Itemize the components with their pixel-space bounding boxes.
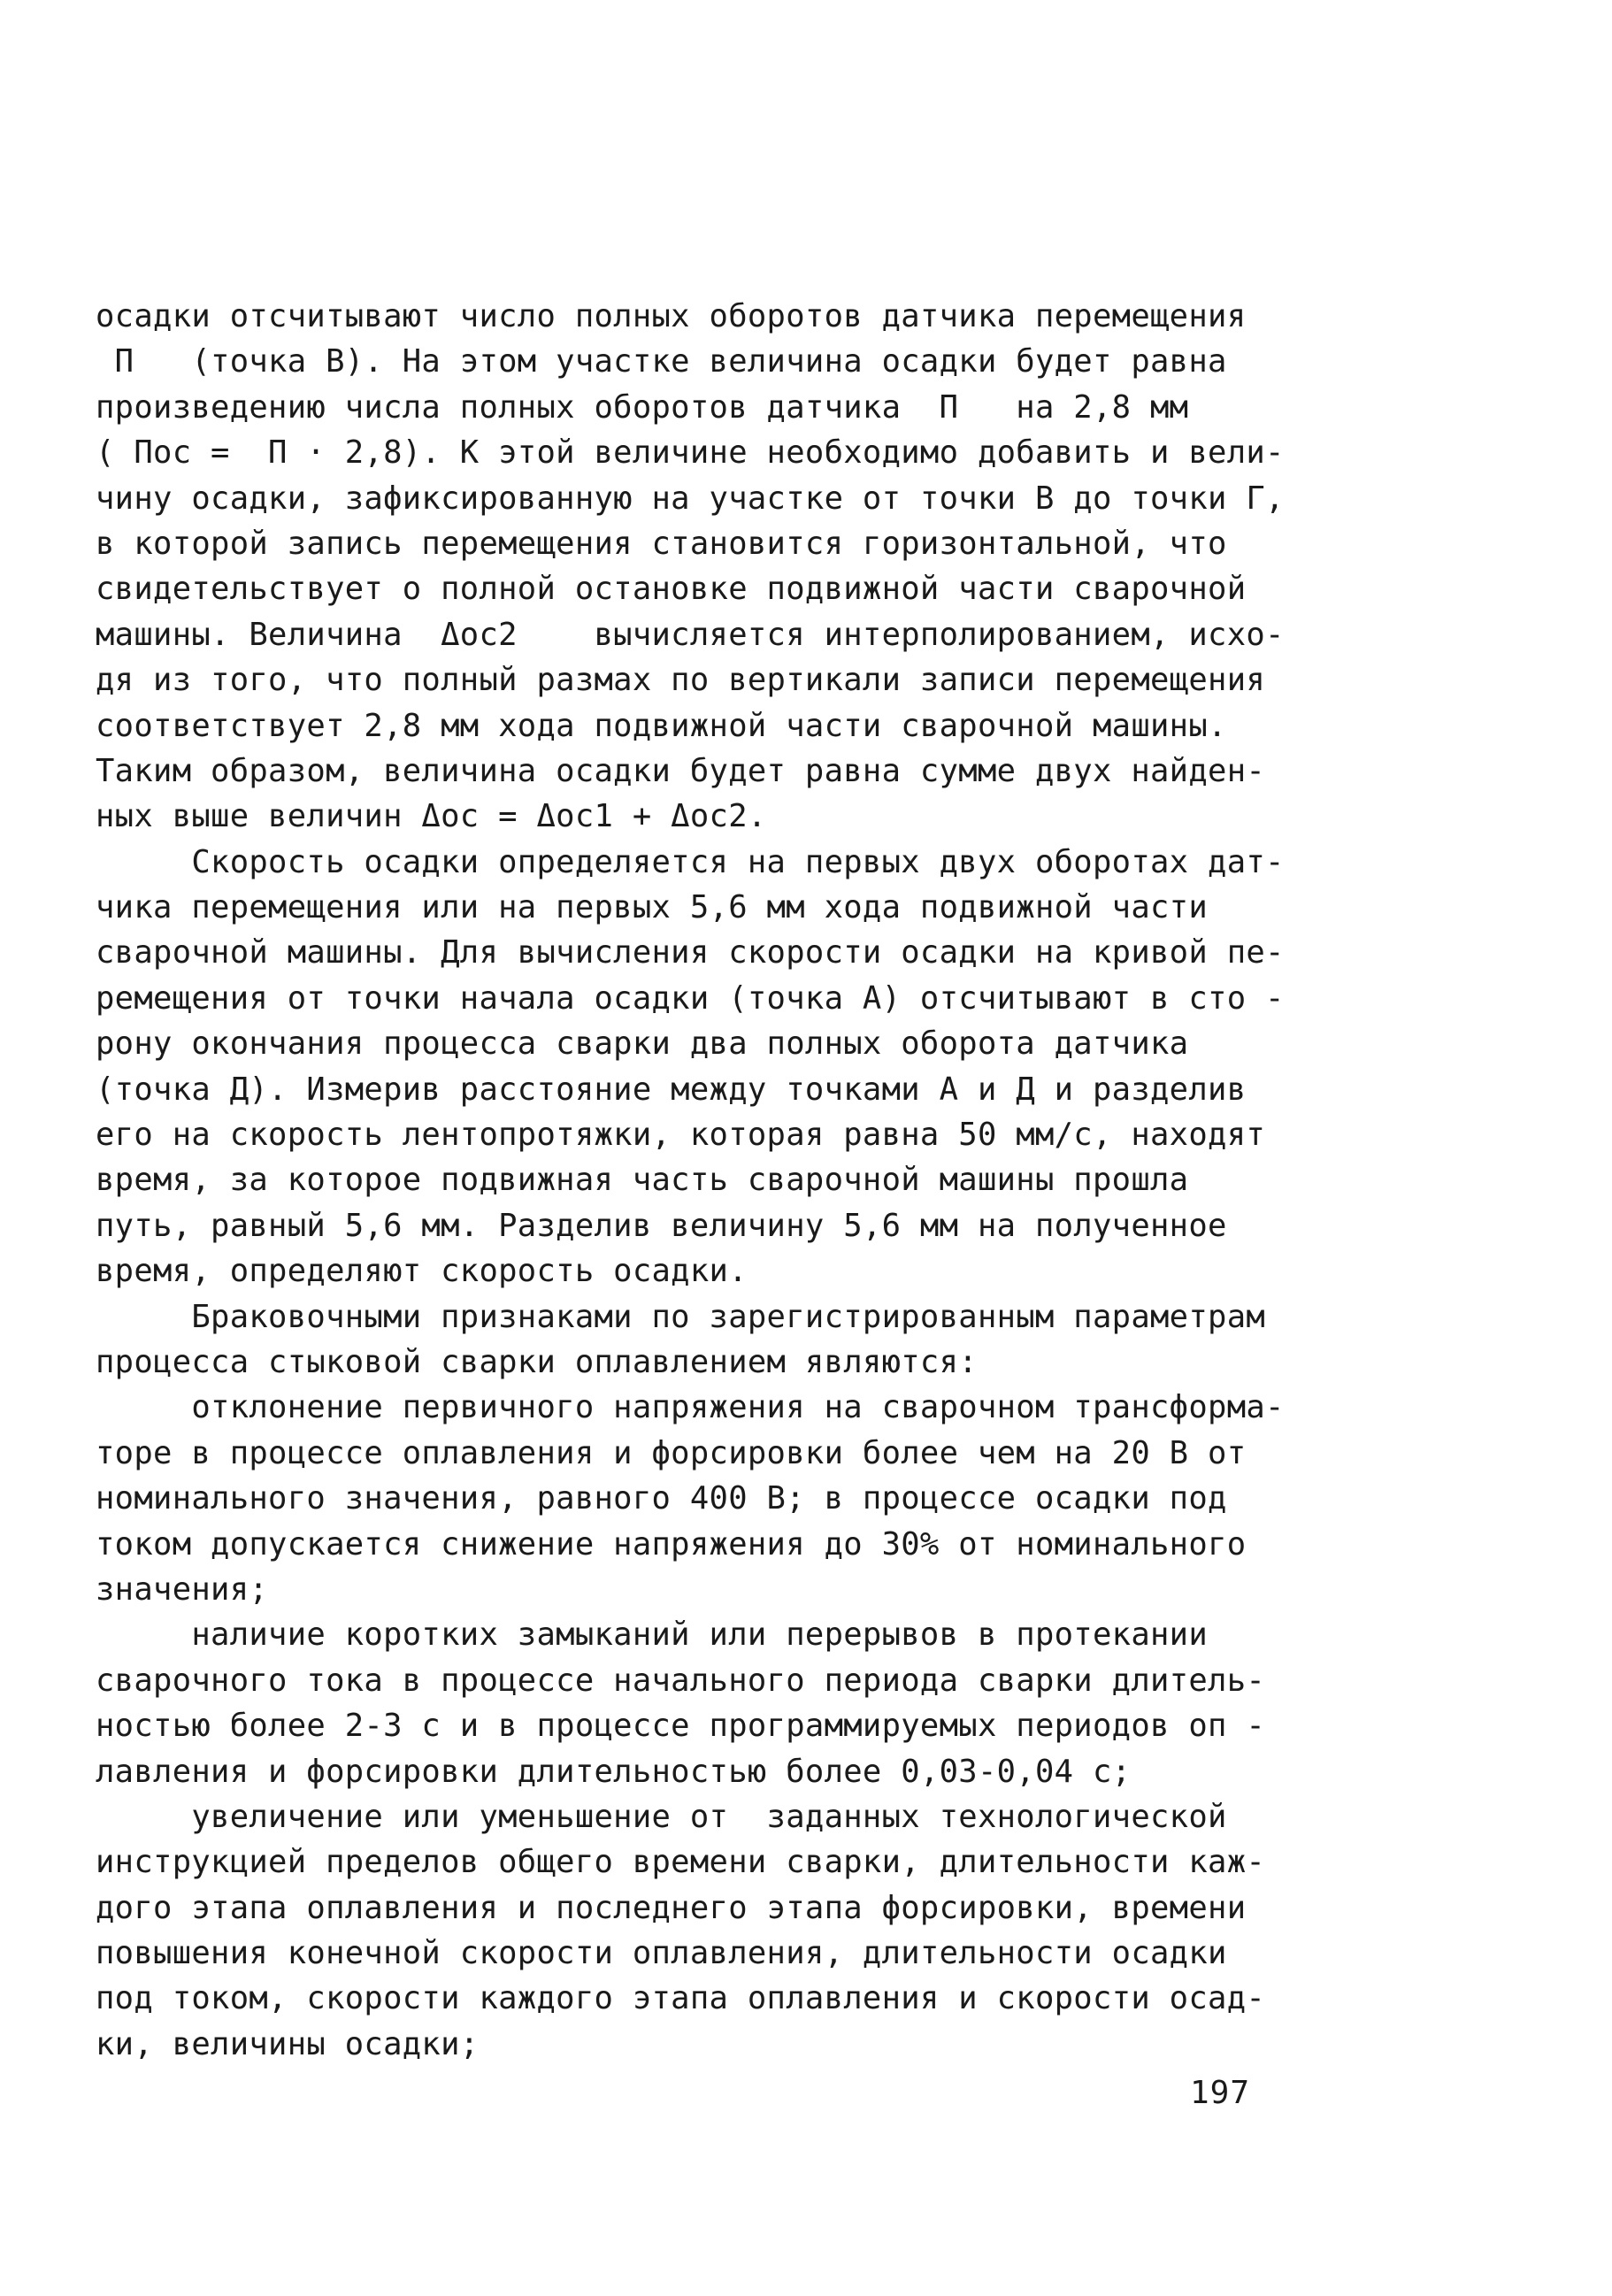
text-line: сварочной машины. Для вычисления скорости осадки на кривой пе- <box>96 934 1285 971</box>
text-line: дого этапа оплавления и последнего этапа форсировки, времени <box>96 1889 1247 1926</box>
text-line: процесса стыковой сварки оплавлением являются: <box>96 1343 978 1380</box>
text-line: повышения конечной скорости оплавления, длительности осадки <box>96 1935 1227 1972</box>
text-line: номинального значения, равного 400 В; в процессе осадки под <box>96 1480 1227 1517</box>
text-line: лавления и форсировки длительностью более 0,03-0,04 с; <box>96 1753 1132 1790</box>
text-line: (точка Д). Измерив расстояние между точками А и Д и разделив <box>96 1071 1247 1108</box>
body-text <box>96 294 1285 2067</box>
text-line: рону окончания процесса сварки два полных оборота датчика <box>96 1025 1189 1063</box>
text-line: ностью более 2-3 с и в процессе программируемых периодов оп - <box>96 1708 1266 1745</box>
text-line: дя из того, что полный размах по вертикали записи перемещения <box>96 662 1266 699</box>
text-line: свидетельствует о полной остановке подвижной части сварочной <box>96 571 1247 608</box>
text-line: Таким образом, величина осадки будет равна сумме двух найден- <box>96 752 1266 789</box>
text-line: значения; <box>96 1570 269 1608</box>
text-line: увеличение или уменьшение от заданных технологической <box>96 1798 1227 1835</box>
text-line: инструкцией пределов общего времени сварки, длительности каж- <box>96 1844 1266 1881</box>
text-line: машины. Величина Δос2 вычисляется интерполированием, исхо- <box>96 616 1285 653</box>
text-line: время, за которое подвижная часть сварочной машины прошла <box>96 1162 1189 1199</box>
text-line: П (точка В). На этом участке величина осадки будет равна <box>96 343 1227 380</box>
text-line: осадки отсчитывают число полных оборотов датчика перемещения <box>96 298 1247 334</box>
text-line: время, определяют скорость осадки. <box>96 1253 748 1290</box>
text-line: соответствует 2,8 мм хода подвижной части сварочной машины. <box>96 707 1227 744</box>
text-line: путь, равный 5,6 мм. Разделив величину 5,6 мм на полученное <box>96 1207 1227 1244</box>
text-line: ( Пос = П · 2,8). К этой величине необходимо добавить и вели- <box>96 434 1285 472</box>
text-line: в которой запись перемещения становится горизонтальной, что <box>96 525 1227 562</box>
text-line: током допускается снижение напряжения до 30% от номинального <box>96 1525 1247 1563</box>
text-line: наличие коротких замыканий или перерывов в протекании <box>96 1616 1209 1654</box>
text-line: чину осадки, зафиксированную на участке от точки В до точки Г, <box>96 480 1285 517</box>
text-line: сварочного тока в процессе начального периода сварки длитель- <box>96 1662 1266 1699</box>
text-line: произведению числа полных оборотов датчика П на 2,8 мм <box>96 388 1189 426</box>
text-line: торе в процессе оплавления и форсировки более чем на 20 В от <box>96 1434 1247 1471</box>
text-line: ки, величины осадки; <box>96 2025 480 2062</box>
text-line: ремещения от точки начала осадки (точка А) отсчитывают в сто - <box>96 979 1285 1017</box>
text-line: отклонение первичного напряжения на сварочном трансформа- <box>96 1389 1285 1426</box>
text-line: его на скорость лентопротяжки, которая равна 50 мм/с, находят <box>96 1117 1266 1154</box>
text-line: Браковочными признаками по зарегистрированным параметрам <box>96 1298 1266 1335</box>
text-line: под током, скорости каждого этапа оплавления и скорости осад- <box>96 1980 1266 2017</box>
text-line: Скорость осадки определяется на первых двух оборотах дат- <box>96 843 1285 880</box>
text-line: ных выше величин Δос = Δос1 + Δос2. <box>96 798 767 835</box>
text-line: чика перемещения или на первых 5,6 мм хода подвижной части <box>96 889 1209 926</box>
page-number: 197 <box>1190 2075 1251 2111</box>
